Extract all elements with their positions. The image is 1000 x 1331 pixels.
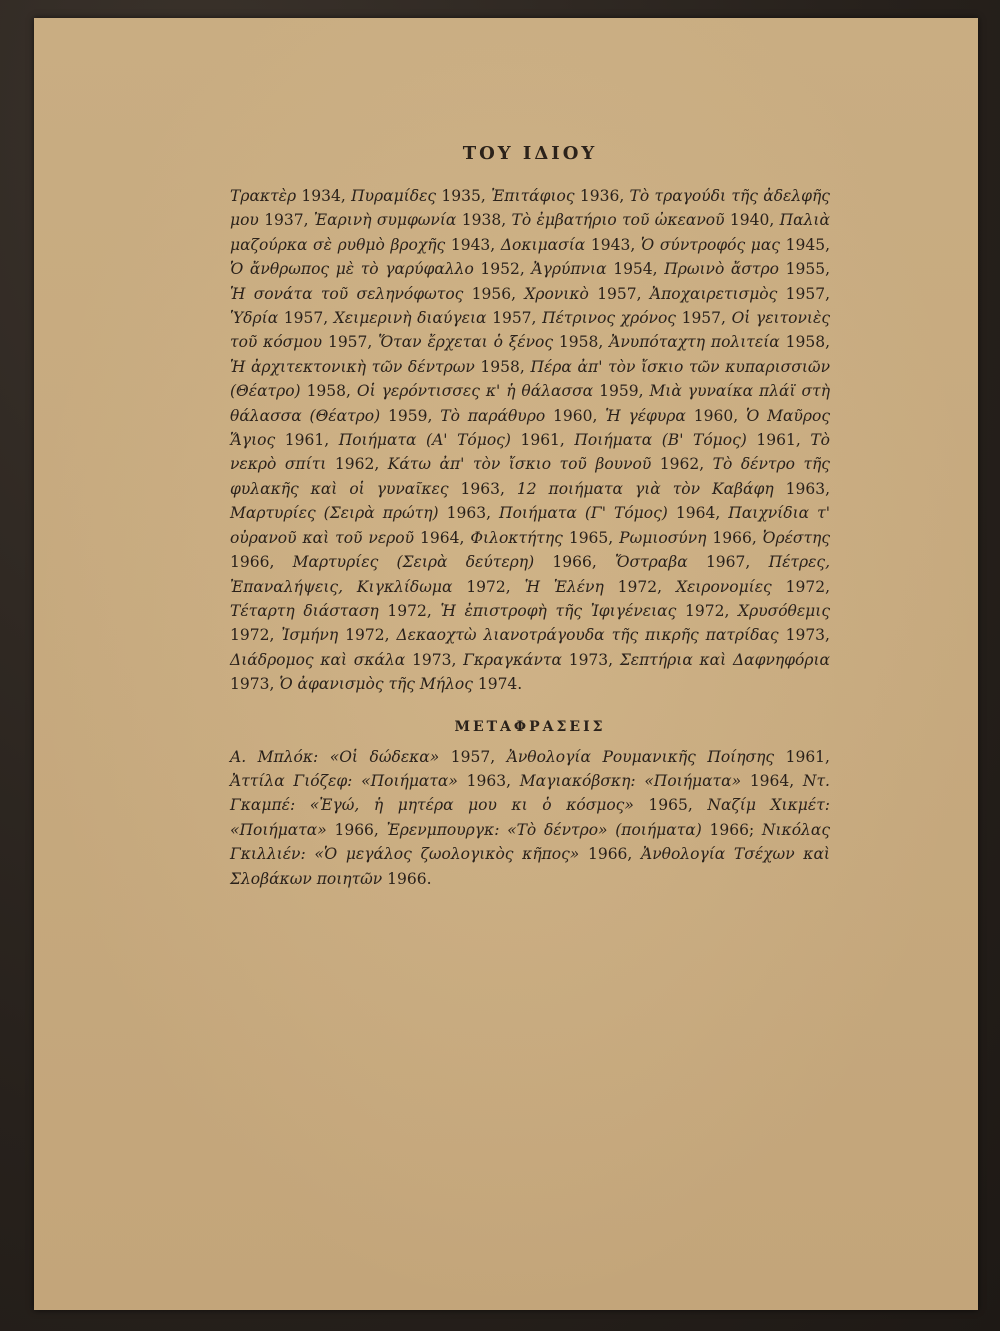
translation-entry-year: 1964 [749,771,790,790]
work-entry-title: Ὁ Μαῦρος Ἅγιος [230,406,830,450]
work-entry-year: 1966 [712,528,752,547]
work-entry-title: Κάτω ἀπ' τὸν ἴσκιο τοῦ βουνοῦ [387,455,652,474]
work-entry-title: Ὅταν ἔρχεται ὁ ξένος [378,333,554,352]
work-entry-title: Δοκιμασία [500,235,586,254]
work-entry [531,260,652,278]
translation-entry [520,772,790,790]
translation-entry-year: 1966 [334,820,374,839]
work-entry [609,333,825,351]
work-entry-year: 1972 [684,601,725,620]
work-entry [650,285,825,303]
work-entry-year: 1935 [441,187,481,205]
translation-entry-year: 1966 [387,869,427,888]
work-entry-title: Ὑδρία [230,309,279,328]
translation-entry-title: Ἀνθολογία Τσέχων καὶ Σλοβάκων ποιητῶν [230,845,830,888]
work-entry-title: Ἡ Ἑλένη [524,577,604,596]
work-entry-year: 1972 [230,626,270,645]
work-entry-year: 1943 [590,235,631,254]
translation-entry-title: Μαγιακόβσκη: «Ποιήματα» [519,771,742,790]
work-entry [281,626,384,644]
translation-entry-year: 1957 [450,747,491,766]
work-entry-year: 1973 [412,650,452,669]
work-entry [676,578,825,596]
work-entry-year: 1934 [301,187,341,205]
work-entry-year: 1962 [334,455,375,474]
translation-entry-title: Ἀνθολογία Ρουμανικῆς Ποίησης [506,747,775,766]
work-entry-title: Ἡ ἐπιστροφὴ τῆς Ἰφιγένειας [440,601,677,620]
work-entry-year: 1960 [693,406,734,425]
translation-entry-title: Ναζίμ Χικμέτ: «Ποιήματα» [230,796,830,839]
work-entry [491,187,619,205]
work-entry-title: Τὸ δέντρο τῆς φυλακῆς καὶ οἱ γυναῖκες [230,455,830,498]
works-list: Τρακτὲρ 1934, Πυραμίδες 1935, Ἐπιτάφιος 1936, Τὸ τραγούδι τῆς ἀδελφῆς μου 1937, Ἐαρινὴ συμφωνία 1938, Τὸ ἐμβατήριο τοῦ ὠκεανοῦ 1940, Παλιὰ μαζούρκα σὲ ρυθμὸ βροχῆς 1943, Δοκιμασία 1943, Ὁ σύντροφός μας 1945, Ὁ ἄνθρωπος μὲ τὸ γαρύφαλλο 1952, Ἀγρύπνια 1954, Πρωινὸ ἄστρο 1955, Ἡ σονάτα τοῦ σεληνόφωτος 1956, Χρονικὸ 1957, Ἀποχαιρετισμὸς 1957, Ὑδρία 1957, Χειμερινὴ διαύγεια 1957, Πέτρινος χρόνος 1957, Οἱ γειτονιὲς τοῦ κόσμου 1957, Ὅταν ἔρχεται ὁ ξένος 1958, Ἀνυπόταχτη πολιτεία 1958, Ἡ ἀρχιτεκτονικὴ τῶν δέντρων 1958, Πέρα ἀπ' τὸν ἴσκιο τῶν κυπαρισσιῶν (Θέατρο) 1958, Οἱ γερόντισσες κ' ἡ θάλασσα 1959, Μιὰ γυναίκα πλάϊ στὴ θάλασσα (Θέατρο) 1959, Τὸ παράθυρο 1960, Ἡ γέφυρα 1960, Ὁ Μαῦρος Ἅγιος 1961, Ποιήματα (Α' Τόμος) 1961, Ποιήματα (Β' Τόμος) 1961, Τὸ νεκρὸ σπίτι 1962, Κάτω ἀπ' τὸν ἴσκιο τοῦ βουνοῦ 1962, Τὸ δέντρο τῆς φυλακῆς καὶ οἱ γυναῖκες 1963, 12 ποιήματα γιὰ τὸν Καβάφη 1963, Μαρτυρίες (Σειρὰ πρώτη) 1963, Ποιήματα (Γ' Τόμος) 1964, Παιχνίδια τ' οὐρανοῦ καὶ τοῦ νεροῦ 1964, Φιλοκτήτης 1965, Ρωμιοσύνη 1966, Ὀρέστης 1966, Μαρτυρίες (Σειρὰ δεύτερη) 1966, Ὄστραβα 1967, Πέτρες, Ἐπαναλήψεις, Κιγκλίδωμα 1972, Ἡ Ἑλένη 1972, Χειρονομίες 1972, Τέταρτη διάσταση 1972, Ἡ ἐπιστροφὴ τῆς Ἰφιγένειας 1972, Χρυσόθεμις 1972, Ἰσμήνη 1972, Δεκαοχτὼ λιανοτράγουδα τῆς πικρῆς πατρίδας 1973, Διάδρομος καὶ σκάλα 1973, Γκραγκάντα 1973, Σεπτήρια καὶ Δαφνηφόρια 1973, Ὁ ἀφανισμὸς τῆς Μήλος 1974. [230,187,831,694]
work-entry-title: Τὸ παράθυρο [440,406,546,425]
work-entry-title: Μαρτυρίες (Σειρὰ πρώτη) [230,504,439,523]
work-entry-year: 1959 [388,406,428,425]
work-entry-year: 1973 [785,626,826,645]
work-entry-title: Ἐπιτάφιος [491,187,575,205]
translation-entry [230,772,506,790]
work-entry-year: 1959 [599,382,639,401]
work-entry-year: 1963 [460,479,500,498]
translation-entry [230,748,490,766]
work-entry [641,236,825,254]
work-entry-year: 1961 [756,431,796,450]
work-entry-title: Ποιήματα (Γ' Τόμος) [499,504,668,523]
work-entry-title: Τέταρτη διάσταση [230,601,379,620]
work-entry [334,309,532,327]
work-entry-title: Χρονικὸ [524,284,589,303]
work-entry-title: Ἡ γέφυρα [605,406,686,425]
work-entry-year: 1957 [492,309,532,328]
work-entry-title: Ποιήματα (Α' Τόμος) [338,431,511,450]
work-entry-title: Χειρονομίες [675,577,772,596]
work-entry [396,626,825,644]
work-entry-title: Οἱ γειτονιὲς τοῦ κόσμου [230,309,831,352]
work-entry [463,651,608,669]
work-entry-title: Σεπτήρια καὶ Δαφνηφόρια [619,650,831,669]
work-entry-year: 1954 [613,260,653,279]
work-entry [517,480,825,498]
work-entry-title: Χρυσόθεμις [738,601,831,620]
work-entry [293,553,592,571]
work-entry-year: 1974 [477,675,518,694]
work-entry-year: 1965 [568,528,609,547]
work-entry-title: 12 ποιήματα γιὰ τὸν Καβάφη [516,479,774,498]
work-entry [378,333,598,351]
work-entry-year: 1940 [729,211,770,230]
work-entry-title: Δεκαοχτὼ λιανοτράγουδα τῆς πικρῆς πατρίδας [396,626,779,645]
work-entry-year: 1955 [785,260,826,279]
work-entry-title: Ποιήματα (Β' Τόμος) [574,431,747,450]
work-entry [230,309,323,327]
work-entry-title: Γκραγκάντα [463,650,562,669]
work-entry [615,553,745,571]
work-entry-title: Ἡ σονάτα τοῦ σεληνόφωτος [230,284,464,303]
work-entry [230,285,511,303]
work-entry [605,407,733,425]
work-entry-year: 1972 [387,601,427,620]
work-entry [501,236,631,254]
work-entry [440,407,592,425]
work-entry [230,187,341,205]
translation-entry [507,748,825,766]
work-entry-year: 1973 [230,675,270,694]
work-entry-year: 1936 [579,187,620,205]
work-entry-title: Πυραμίδες [351,187,437,205]
work-entry-title: Ἀγρύπνια [531,260,607,279]
work-entry-title: Ἀποχαιρετισμὸς [649,284,778,303]
work-entry-title: Τρακτὲρ [230,187,297,205]
page-content [230,143,830,891]
work-entry [619,529,752,547]
work-entry-year: 1943 [450,235,491,254]
work-entry-year: 1957 [597,284,637,303]
translation-entry-title: Ἀττίλα Γιόζεφ: «Ποιήματα» [230,771,458,790]
work-entry-title: Ἀνυπόταχτη πολιτεία [609,333,780,352]
work-entry-year: 1963 [785,479,826,498]
translation-entry-title: Α. Μπλόκ: «Οἱ δώδεκα» [230,747,440,766]
work-entry-year: 1963 [446,504,487,523]
work-entry-year: 1937 [264,211,304,230]
work-entry-year: 1961 [520,431,560,450]
work-entry-year: 1966 [230,553,270,572]
work-entry-year: 1960 [553,406,593,425]
work-entry-year: 1938 [461,211,502,230]
work-entry-title: Ὁ σύντροφός μας [640,235,780,254]
work-entry-title: Τὸ νεκρὸ σπίτι [230,431,830,474]
work-entry-title: Ὀρέστης [762,528,831,547]
work-entry-title: Πέρα ἀπ' τὸν ἴσκιο τῶν κυπαρισσιῶν (Θέατρο) [230,357,830,401]
work-entry [574,431,795,449]
work-entry-title: Πέτρες, Ἐπαναλήψεις, Κιγκλίδωμα [230,553,831,596]
work-entry [357,382,639,400]
work-entry [230,260,520,278]
work-entry-title: Μιὰ γυναίκα πλάϊ στὴ θάλασσα (Θέατρο) [230,382,830,425]
work-entry [470,529,608,547]
work-entry-year: 1972 [466,577,506,596]
work-entry [664,260,825,278]
work-entry-title: Ἰσμήνη [281,626,339,645]
work-entry-year: 1952 [480,260,520,279]
translation-entry-year: 1966 [587,845,628,864]
work-entry-year: 1957 [785,284,826,303]
work-entry [314,211,501,229]
translation-entry-title: Ἐρενμπουργκ: «Τὸ δέντρο» (ποιήματα) [386,820,702,839]
work-entry-year: 1961 [284,431,325,450]
work-entry [388,455,699,473]
work-entry-year: 1964 [675,504,716,523]
work-entry-title: Ἐαρινὴ συμφωνία [313,211,457,230]
work-entry-year: 1966 [552,553,592,572]
work-entry-title: Ὁ ἀφανισμὸς τῆς Μήλος [279,675,473,694]
work-entry [339,431,560,449]
work-entry-title: Τὸ ἐμβατήριο τοῦ ὠκεανοῦ [511,211,725,230]
book-page [34,18,978,1310]
work-entry-title: Ὄστραβα [615,553,688,572]
work-entry [230,651,451,669]
translation-entry-title: Ντ. Γκαμπέ: «Ἐγώ, ἡ μητέρα μου κι ὁ κόσμος» [230,771,830,815]
translation-entry [387,821,749,839]
work-entry-year: 1957 [327,333,368,352]
work-entry-year: 1967 [705,553,746,572]
work-entry-year: 1956 [471,284,512,303]
work-entry-title: Πρωινὸ ἄστρο [664,260,779,279]
work-entry [351,187,481,205]
work-entry-year: 1973 [568,650,609,669]
work-entry [279,675,517,693]
work-entry [525,578,658,596]
work-entry-year: 1964 [420,528,460,547]
translation-entry-title: Νικόλας Γκιλλιέν: «Ὁ μεγάλος ζωολογικὸς κῆπος» [230,820,830,864]
work-entry-title: Πέτρινος χρόνος [542,309,676,328]
work-entry-title: Παλιὰ μαζούρκα σὲ ρυθμὸ βροχῆς [230,211,830,254]
work-entry-year: 1972 [785,577,826,596]
translation-entry-year: 1961 [785,747,826,766]
work-entry-year: 1945 [785,235,826,254]
work-entry-year: 1958 [480,357,520,376]
work-entry-year: 1958 [785,333,826,352]
translation-entry-year: 1963 [466,771,507,790]
work-entry-year: 1958 [306,382,347,401]
work-entry-year: 1962 [659,455,700,474]
work-entry-title: Ρωμιοσύνη [619,528,707,547]
work-entry-title: Παιχνίδια τ' οὐρανοῦ καὶ τοῦ νεροῦ [230,504,831,547]
work-entry [524,285,636,303]
work-entry-year: 1957 [681,309,722,328]
work-entry-title: Φιλοκτήτης [470,528,563,547]
work-entry [542,309,721,327]
work-entry-year: 1957 [283,309,324,328]
page-heading: ΤΟΥ ΙΔΙΟΥ [462,143,598,164]
work-entry [512,211,770,229]
work-entry-title: Οἱ γερόντισσες κ' ἡ θάλασσα [356,382,594,401]
work-entry [440,602,724,620]
translation-entry-year: 1966 [709,820,749,839]
translations-list: Α. Μπλόκ: «Οἱ δώδεκα» 1957, Ἀνθολογία Ρουμανικῆς Ποίησης 1961, Ἀττίλα Γιόζεφ: «Ποιήματα» 1963, Μαγιακόβσκη: «Ποιήματα» 1964, Ντ. Γκαμπέ: «Ἐγώ, ἡ μητέρα μου κι ὁ κόσμος» 1965, Ναζίμ Χικμέτ: «Ποιήματα» 1966, Ἐρενμπουργκ: «Τὸ δέντρο» (ποιήματα) 1966; Νικόλας Γκιλλιέν: «Ὁ μεγάλος ζωολογικὸς κῆπος» 1966, Ἀνθολογία Τσέχων καὶ Σλοβάκων ποιητῶν 1966. [230,747,830,888]
work-entry-title: Ὁ ἄνθρωπος μὲ τὸ γαρύφαλλο [230,260,474,279]
work-entry-title: Χειμερινὴ διαύγεια [333,309,487,328]
translation-entry-year: 1965 [648,796,688,815]
work-entry-title: Ἡ ἀρχιτεκτονικὴ τῶν δέντρων [230,357,475,376]
work-entry [230,358,520,376]
work-entry-title: Μαρτυρίες (Σειρὰ δεύτερη) [292,553,535,572]
work-entry-year: 1972 [617,577,658,596]
work-entry [230,504,486,522]
work-entry [499,504,715,522]
work-entry-title: Διάδρομος καὶ σκάλα [230,650,406,669]
work-entry [230,602,427,620]
work-entry-year: 1972 [345,626,385,645]
work-entry-year: 1958 [558,333,599,352]
work-entry-title: Τὸ τραγούδι τῆς ἀδελφῆς μου [230,187,830,230]
translations-heading: ΜΕΤΑΦΡΑΣΕΙΣ [454,718,606,735]
